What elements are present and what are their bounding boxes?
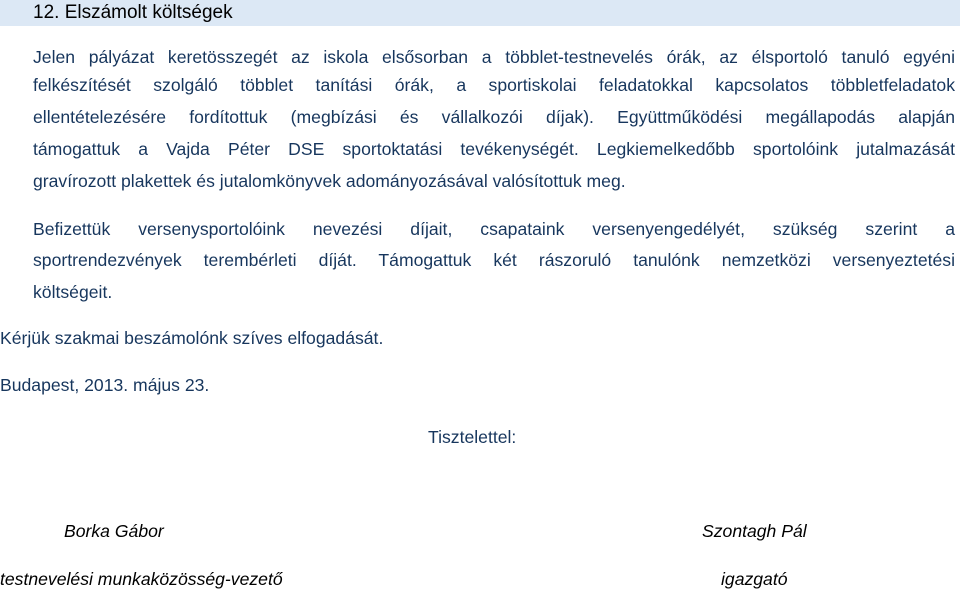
paragraph-line: ellentételezésére fordítottuk (megbízási és vállalkozói díjak). Együttműködési megállapodás alapján [33, 107, 955, 127]
signature-name-left: Borka Gábor [64, 521, 164, 541]
paragraph-line: gravírozott plakettek és jutalomkönyvek adományozásával valósítottuk meg. [33, 171, 626, 191]
section-heading: 12. Elszámolt költségek [33, 2, 233, 23]
paragraph-line: támogattuk a Vajda Péter DSE sportoktatási tevékenységét. Legkiemelkedőbb sportolóink jutalmazását [33, 139, 955, 159]
paragraph-line: Jelen pályázat keretösszegét az iskola elsősorban a többlet-testnevelés órák, az élsportoló tanuló egyéni [33, 47, 955, 67]
paragraph-line: sportrendezvények terembérleti díját. Támogattuk két rászoruló tanulónk nemzetközi versenyeztetési [33, 250, 955, 270]
salutation: Tisztelettel: [428, 427, 517, 447]
paragraph-line: felkészítését szolgáló többlet tanítási órák, a sportiskolai feladatokkal kapcsolatos többletfeladatok [33, 75, 955, 95]
paragraph-line: költségeit. [33, 282, 113, 302]
signature-title-left: testnevelési munkaközösség-vezető [0, 569, 283, 589]
place-date: Budapest, 2013. május 23. [0, 375, 210, 395]
paragraph-line: Befizettük versenysportolóink nevezési díjait, csapataink versenyengedélyét, szükség szerint a [33, 219, 955, 239]
signature-title-right: igazgató [721, 569, 788, 589]
closing-request: Kérjük szakmai beszámolónk szíves elfogadását. [0, 328, 384, 348]
signature-name-right: Szontagh Pál [702, 521, 807, 541]
